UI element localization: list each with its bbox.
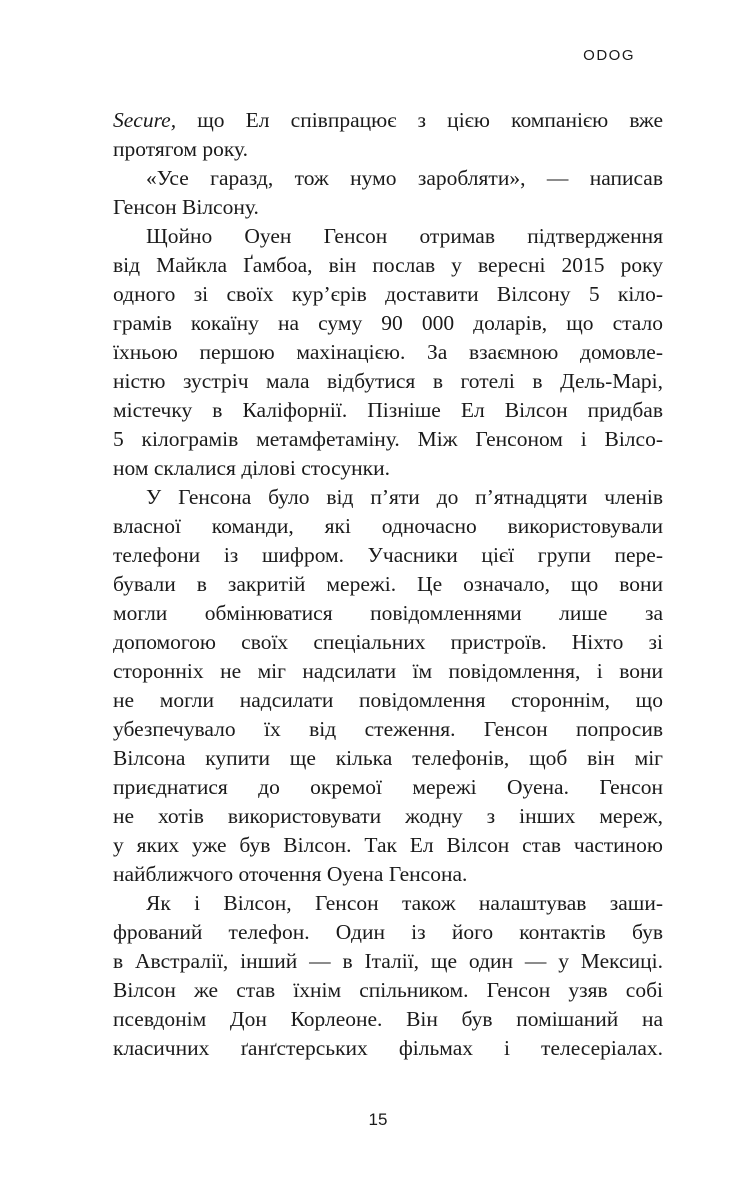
text-line: фрований телефон. Один із його контактів був (113, 920, 663, 944)
text-line: не могли надсилати повідомлення стороннім, що (113, 688, 663, 712)
text-line: бували в закритій мережі. Це означало, що вони (113, 572, 663, 596)
text-line: сторонніх не міг надсилати їм повідомлення, і вони (113, 659, 663, 683)
body-text (113, 106, 663, 1063)
text-line: допомогою своїх спеціальних пристроїв. Ніхто зі (113, 630, 663, 654)
text-line: ністю зустріч мала відбутися в готелі в Дель-Марі, (113, 369, 663, 393)
text-line: телефони із шифром. Учасники цієї групи пере- (113, 543, 663, 567)
text-line: Як і Вілсон, Генсон також налаштував заши- (146, 891, 663, 915)
text-line (113, 106, 663, 135)
text-line: могли обмінюватися повідомленнями лише за (113, 601, 663, 625)
text-line: містечку в Каліфорнії. Пізніше Ел Вілсон придбав (113, 398, 663, 422)
running-header-title: ODOG (583, 47, 635, 64)
text-line: їхньою першою махінацією. За взаємною домовле- (113, 340, 663, 364)
page-number: 15 (368, 1110, 388, 1129)
text-line: 5 кілограмів метамфетаміну. Між Генсоном і Вілсо- (113, 427, 663, 451)
text-segment: що Ел співпрацює з цією компанією вже (176, 108, 663, 132)
italic-text-segment: Secure, (113, 108, 177, 132)
text-line: «Усе гаразд, тож нумо заробляти», — написав (146, 166, 663, 190)
text-line: Вілсона купити ще кілька телефонів, щоб він міг (113, 746, 663, 770)
text-line: протягом року. (113, 137, 248, 161)
text-line: найближчого оточення Оуена Генсона. (113, 862, 468, 886)
running-header (583, 47, 635, 64)
text-line: у яких уже був Вілсон. Так Ел Вілсон став частиною (113, 833, 663, 857)
text-line: від Майкла Ґамбоа, він послав у вересні 2015 року (113, 253, 663, 277)
text-line: псевдонім Дон Корлеоне. Він був помішаний на (113, 1007, 663, 1031)
text-line: грамів кокаїну на суму 90 000 доларів, що стало (113, 311, 663, 335)
text-line: не хотів використовувати жодну з інших мереж, (113, 804, 663, 828)
text-line: Щойно Оуен Генсон отримав підтвердження (146, 224, 663, 248)
text-line: ном склалися ділові стосунки. (113, 456, 390, 480)
text-line: У Генсона було від п’яти до п’ятнадцяти членів (146, 485, 663, 509)
text-line: убезпечувало їх від стеження. Генсон попросив (113, 717, 663, 741)
text-line: приєднатися до окремої мережі Оуена. Генсон (113, 775, 663, 799)
text-line: в Австралії, інший — в Італії, ще один — у Мексиці. (113, 949, 663, 973)
text-line: класичних ґанґстерських фільмах і телесеріалах. (113, 1036, 663, 1060)
text-line: одного зі своїх кур’єрів доставити Вілсону 5 кіло- (113, 282, 663, 306)
text-line: власної команди, які одночасно використовували (113, 514, 663, 538)
text-line: Генсон Вілсону. (113, 195, 259, 219)
text-line: Вілсон же став їхнім спільником. Генсон узяв собі (113, 978, 663, 1002)
